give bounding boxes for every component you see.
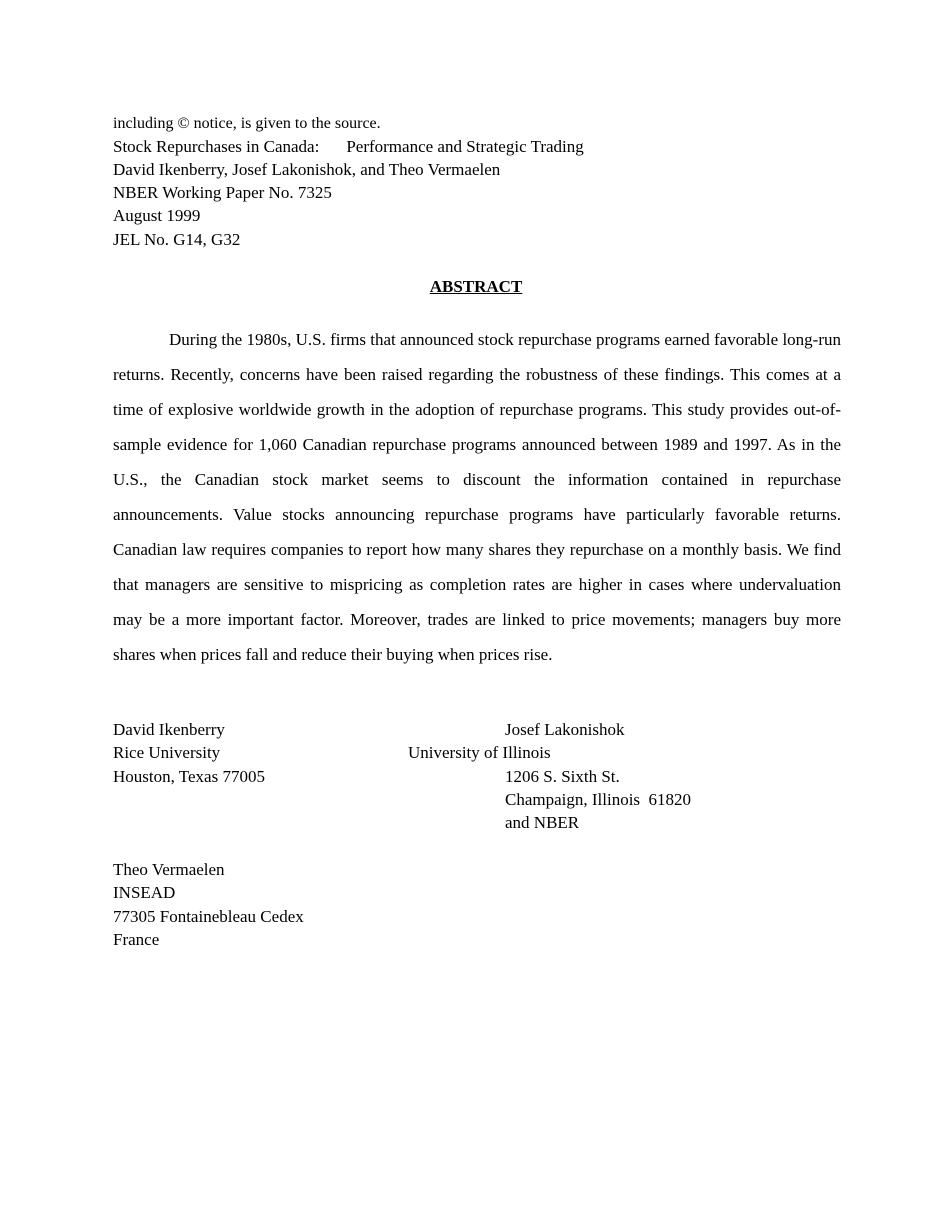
paper-title-suffix: Performance and Strategic Trading bbox=[346, 137, 584, 156]
abstract-heading: ABSTRACT bbox=[429, 277, 523, 296]
paper-title bbox=[113, 137, 584, 157]
copyright-notice: including © notice, is given to the source. bbox=[113, 115, 381, 132]
address-institution: Rice University bbox=[113, 743, 221, 762]
publication-date: August 1999 bbox=[113, 206, 201, 225]
address-institution: INSEAD bbox=[113, 883, 176, 902]
address-country: France bbox=[113, 930, 160, 949]
address-city: Champaign, Illinois 61820 bbox=[505, 790, 692, 809]
working-paper-number: NBER Working Paper No. 7325 bbox=[113, 183, 332, 202]
address-street: 1206 S. Sixth St. bbox=[505, 767, 620, 786]
address-affiliation: and NBER bbox=[505, 813, 580, 832]
address-city: Houston, Texas 77005 bbox=[113, 767, 265, 786]
address-name: Josef Lakonishok bbox=[505, 720, 625, 739]
address-name: Theo Vermaelen bbox=[113, 860, 225, 879]
paper-title-prefix: Stock Repurchases in Canada: bbox=[113, 137, 320, 156]
address-name: David Ikenberry bbox=[113, 720, 225, 739]
author-list: David Ikenberry, Josef Lakonishok, and Theo Vermaelen bbox=[113, 160, 501, 179]
address-city: 77305 Fontainebleau Cedex bbox=[113, 907, 304, 926]
abstract-body: During the 1980s, U.S. firms that announced stock repurchase programs earned favorable long-run returns. Recently, concerns have been raised regarding the robustness of these findings. This comes at a time of explosive worldwide growth in the adoption of repurchase programs. This study provides out-of-sample evidence for 1,060 Canadian repurchase programs announced between 1989 and 1997. As in the U.S., the Canadian stock market seems to discount the information contained in repurchase announcements. Value stocks announcing repurchase programs have particularly favorable returns. Canadian law requires companies to report how many shares they repurchase on a monthly basis. We find that managers are sensitive to mispricing as completion rates are higher in cases where undervaluation may be a more important factor. Moreover, trades are linked to price movements; managers buy more shares when prices fall and reduce their buying when prices rise. bbox=[113, 330, 841, 664]
address-institution: University of Illinois bbox=[408, 743, 551, 762]
jel-codes: JEL No. G14, G32 bbox=[113, 230, 241, 249]
